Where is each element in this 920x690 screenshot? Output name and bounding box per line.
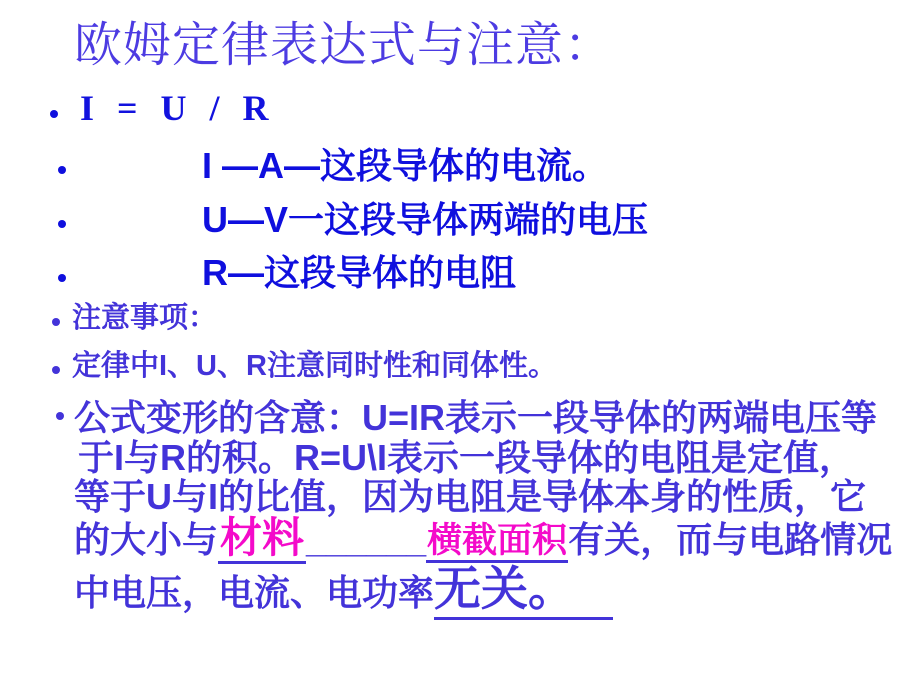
- fill-in-blank-line: ______: [306, 519, 427, 560]
- paragraph-line-5: [74, 562, 613, 615]
- definition-line-current: I —A—这段导体的电流。: [202, 145, 609, 186]
- bullet-dot: [50, 110, 58, 118]
- paragraph-line-4: [74, 514, 893, 561]
- notes-heading: 注意事项：: [72, 302, 218, 334]
- bullet-dot: [56, 412, 64, 420]
- law-note-line: 定律中I、U、R注意同时性和同体性。: [72, 350, 557, 382]
- bullet-dot: [58, 274, 66, 282]
- paragraph-line-3: 等于U与I的比值，因为电阻是导体本身的性质，它: [74, 476, 867, 517]
- bullet-dot: [52, 366, 60, 374]
- bullet-dot: [58, 166, 66, 174]
- definition-line-voltage: U—V一这段导体两端的电压: [202, 199, 649, 240]
- paragraph-line-4-prefix: 的大小与: [74, 519, 219, 560]
- formula-line: I = U / R: [80, 88, 271, 128]
- definition-line-resistance: R—这段导体的电阻: [202, 252, 516, 293]
- blank-answer-material: 材料: [218, 514, 306, 564]
- answer-irrelevant: 无关。: [434, 562, 613, 620]
- bullet-dot: [52, 318, 60, 326]
- paragraph-line-1: 公式变形的含意：U=IR表示一段导体的两端电压等: [74, 397, 878, 438]
- slide-title: 欧姆定律表达式与注意：: [74, 19, 614, 72]
- paragraph-line-4-suffix: 有关，而与电路情况: [568, 519, 893, 560]
- paragraph-line-5-prefix: 中电压，电流、电功率: [74, 572, 435, 613]
- bullet-dot: [58, 220, 66, 228]
- paragraph-line-2: 于I与R的积。R=U\I表示一段导体的电阻是定值，: [78, 437, 856, 478]
- blank-answer-cross-section: 横截面积: [426, 521, 568, 563]
